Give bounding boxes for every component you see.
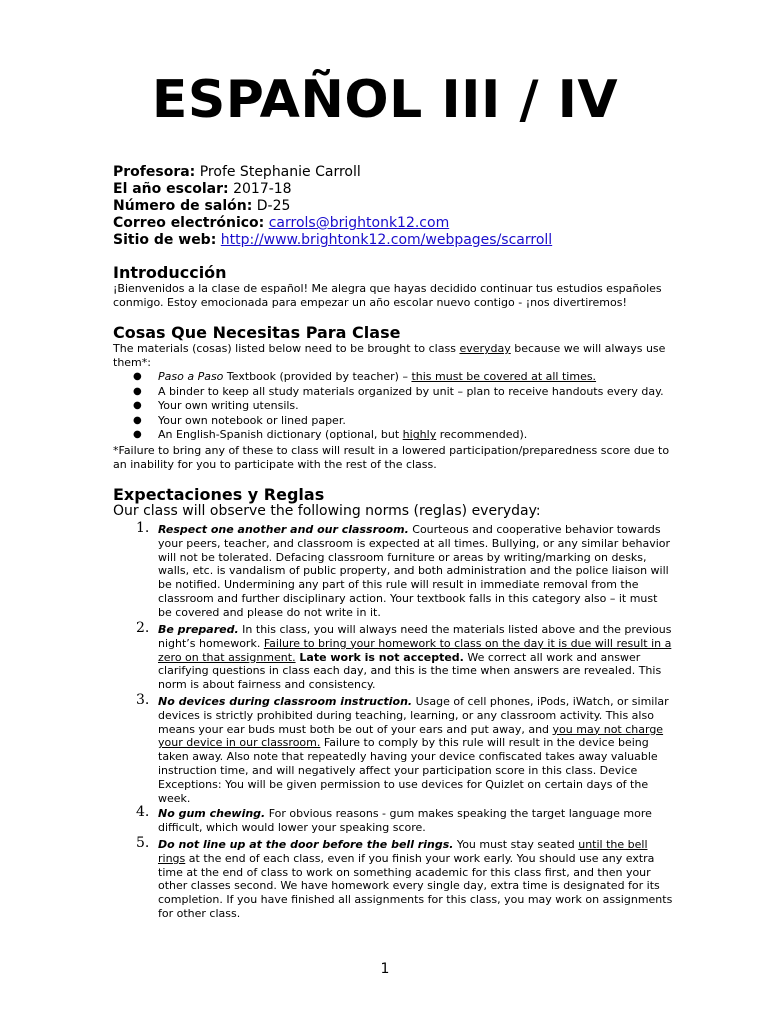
bullet-icon: ● [133,400,142,412]
website-link[interactable]: http://www.brightonk12.com/webpages/scarroll [220,232,553,248]
list-item: ● An English-Spanish dictionary (optional, but highly recommended). [133,428,528,442]
rule-item: 4. No gum chewing. For obvious reasons - gum makes speaking the target language more difficult, which would lower your speaking score. [136,804,652,834]
page-number: 1 [380,961,390,977]
materials-list [113,370,693,443]
bullet-icon: ● [133,414,142,426]
website-row: Sitio de web: http://www.brightonk12.com/webpages/scarroll [113,232,553,248]
teacher-name: Profe Stephanie Carroll [199,164,361,180]
rule-item: 1. Respect one another and our classroom. Courteous and cooperative behavior towards your peers, teacher, and classroom is expected at all times. Bullying, or any similar behavior will not be tolerated. Defacing classroom furniture or areas by writing/marking on desks, walls, etc. is vandalism of public property, and both administration and the police liaison will be notified. Undermining any part of this rule will result in immediate removal from the classroom and further disciplinary action. Your textbook falls in this category also – it must be covered and please do not write in it. [136,520,671,619]
intro-paragraph: ¡Bienvenidos a la clase de español! Me alegra que hayas decidido continuar tus estudios españoles conmigo. Estoy emocionada para empezar un año escolar nuevo contigo - ¡nos divertiremos! [113,282,662,309]
list-item: ● Your own writing utensils. [133,399,299,413]
bullet-icon: ● [133,371,142,382]
school-year: 2017-18 [233,181,292,197]
email-link[interactable]: carrols@brightonk12.com [268,215,450,231]
materials-intro: The materials (cosas) listed below need to be brought to class everyday because we will always use them*: [113,342,666,369]
list-item: ● A binder to keep all study materials organized by unit – plan to receive handouts every day. [133,384,664,398]
intro-heading: Introducción [113,263,227,282]
rule-number: 3. [136,692,150,708]
room-number: D-25 [256,198,291,214]
room-row: Número de salón: D-25 [113,198,291,214]
page-title: ESPAÑOL III / IV [151,70,619,130]
materials-note: *Failure to bring any of these to class will result in a lowered participation/preparedness score due to an inability for you to participate with the rest of the class. [113,444,670,471]
rule-item: 2. Be prepared. In this class, you will always need the materials listed above and the previous night’s homework. Failure to bring your homework to class on the day it is due will result in a zero on that assignment. Late work is not accepted. We correct all work and answer clarifying questions in class each day, and this is the time when answers are revealed. This norm is about fairness and consistency. [136,620,672,692]
rules-intro: Our class will observe the following norms (reglas) everyday: [113,503,541,519]
rules-heading: Expectaciones y Reglas [113,485,325,504]
rule-item: 3. No devices during classroom instruction. Usage of cell phones, iPods, iWatch, or similar devices is strictly prohibited during teaching, learning, or any classroom activity. This also means your ear buds must both be out of your ears and put away, and you may not charge your device in our classroom. Failure to comply by this rule will result in the device being taken away. Also note that repeatedly having your device confiscated takes away valuable instruction time, and will negatively affect your participation score in this class. Device Exceptions: You will be given permission to use devices for Quizlet on certain days of the week. [136,692,669,805]
teacher-row: Profesora: Profe Stephanie Carroll [113,164,361,180]
rule-number: 5. [136,835,150,851]
rule-item: 5. Do not line up at the door before the bell rings. You must stay seated until the bell rings at the end of each class, even if you finish your work early. You should use any extra time at the end of class to work on something academic for this class first, and then your other classes second. We have homework every single day, extra time is designated for its completion. If you have finished all assignments for this class, you may work on assignments for other class. [136,835,673,920]
materials-heading: Cosas Que Necesitas Para Clase [113,323,401,342]
rule-number: 1. [136,520,150,536]
list-item: ● Paso a Paso Textbook (provided by teacher) – this must be covered at all times. [133,370,597,383]
year-row: El año escolar: 2017-18 [113,181,292,197]
rule-number: 4. [136,804,150,820]
bullet-icon: ● [133,429,142,441]
list-item: ● Your own notebook or lined paper. [133,413,346,427]
email-row: Correo electrónico: carrols@brightonk12.com [113,215,450,231]
contact-info [113,164,552,249]
rule-number: 2. [136,620,150,636]
bullet-icon: ● [133,385,142,397]
